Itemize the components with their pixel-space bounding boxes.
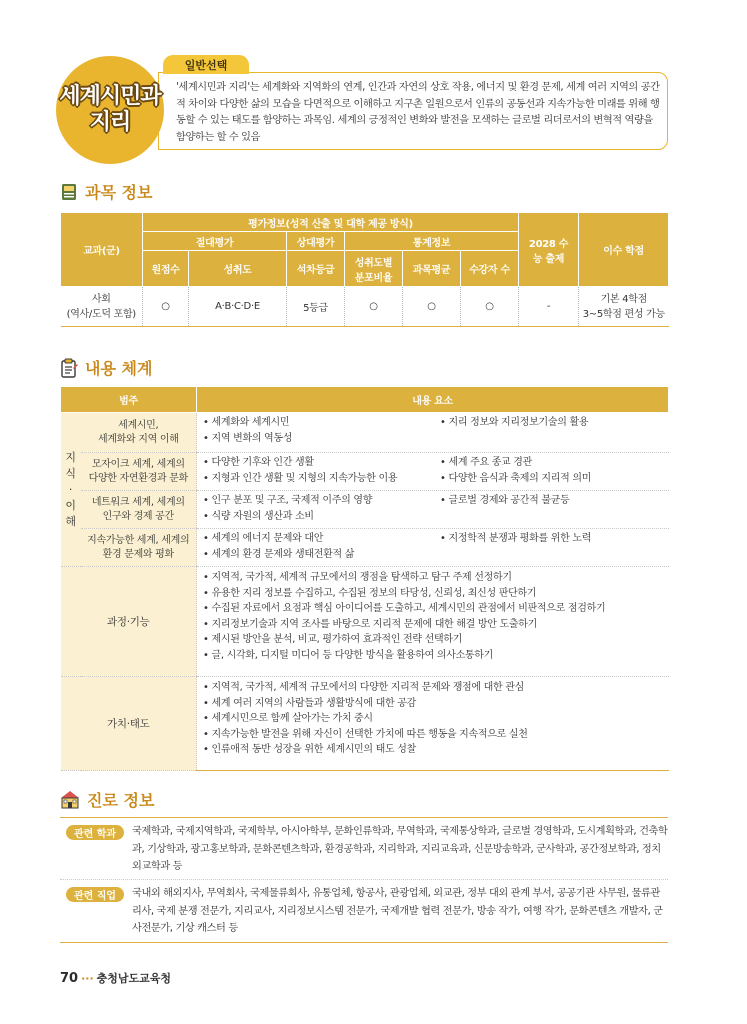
category-name: 세계시민, 세계화와 지역 이해 (81, 413, 197, 453)
list-item: • 지리 정보와 지리정보기술의 활용 (440, 416, 670, 430)
col-absolute: 절대평가 (143, 232, 287, 251)
table-row (61, 677, 669, 771)
related-jobs-badge: 관련 직업 (66, 887, 124, 902)
cell-achievement: A·B·C·D·E (189, 287, 287, 327)
book-icon (60, 183, 78, 201)
list-item: • 제시된 방안을 분석, 비교, 평가하여 효과적인 전략 선택하기 (203, 632, 663, 648)
list-item: • 유용한 지리 정보를 수집하고, 수집된 정보의 타당성, 신뢰성, 최신성 판단하기 (203, 586, 663, 602)
subject-title-circle (56, 56, 164, 164)
col-raw-score: 원점수 (143, 251, 189, 287)
col-num-students: 수강자 수 (461, 251, 519, 287)
table-row (61, 567, 669, 677)
content-elements (197, 453, 669, 491)
list-item: • 다양한 기후와 인간 생활 (203, 456, 440, 470)
knowledge-understanding-label: 지 식 · 이 해 (61, 413, 81, 567)
col-stats: 통계정보 (345, 232, 519, 251)
cell-raw-score: ○ (143, 287, 189, 327)
subject-title-line2: 지리 (89, 110, 131, 135)
list-item: • 글, 시각화, 디지털 미디어 등 다양한 방식을 활용하여 의사소통하기 (203, 648, 663, 664)
cell-subject-group: 사회 (역사/도덕 포함) (61, 287, 143, 327)
career-bottom-divider (60, 942, 668, 943)
table-row (61, 453, 669, 491)
related-jobs-text: 국내외 해외지사, 무역회사, 국제물류회사, 유통업체, 항공사, 관광업체, 외교관, 정부 대외 관계 부서, 공공기관 사무원, 물류관리사, 국제 분쟁 전문가, 지리교사, 지리정보시스템 전문가, 국제개발 협력 전문가, 방송 작가, 여행 작가, 문화콘텐츠 개발자, 군사전문가, 기상 캐스터 등 (132, 888, 663, 934)
category-name: 네트워크 세계, 세계의 인구와 경제 공간 (81, 491, 197, 529)
list-item: • 지역적, 국가적, 세계적 규모에서의 다양한 지리적 문제와 쟁점에 대한 관심 (203, 680, 663, 696)
subject-info-title: 과목 정보 (85, 183, 153, 202)
list-item: • 세계의 에너지 문제와 대안 (203, 532, 440, 546)
cell-subject-avg: ○ (403, 287, 461, 327)
col-eval-info: 평가정보(성적 산출 및 대학 제공 방식) (143, 213, 519, 232)
col-content-elements: 내용 요소 (197, 387, 669, 413)
col-rank-grade: 석차등급 (287, 251, 345, 287)
related-majors-row (60, 823, 668, 876)
list-item: • 세계 여러 지역의 사람들과 생활방식에 대한 공감 (203, 696, 663, 712)
category-name: 모자이크 세계, 세계의 다양한 자연환경과 문화 (81, 453, 197, 491)
list-item: • 지속가능한 발전을 위해 자신이 선택한 가치에 따른 행동을 지속적으로 실천 (203, 727, 663, 743)
subject-description: '세계시민과 지리'는 세계화와 지역화의 연계, 인간과 자연의 상호 작용, 에너지 및 환경 문제, 세계 여러 지역의 공간적 차이와 다양한 삶의 모습을 다면적으로 이해하고 지구촌 일원으로서 인류의 공동선과 지속가능한 미래를 위해 행동할 수 있는 태도를 함양하는 과목임. 세계의 긍정적인 변화와 발전을 모색하는 글로벌 리더로서의 변혁적 역량을 함양하는 할 수 있음 (176, 82, 660, 143)
publisher-name: 충청남도교육청 (96, 972, 172, 985)
career-info-title: 진로 정보 (87, 791, 155, 810)
col-subject-group: 교과(군) (61, 213, 143, 287)
list-item: • 글로벌 경제와 공간적 불균등 (440, 494, 670, 508)
content-system-table (60, 386, 669, 771)
table-row (61, 287, 669, 327)
career-mid-divider (60, 879, 668, 880)
table-row (61, 491, 669, 529)
col-suneung: 2028 수능 출제 (519, 213, 579, 287)
related-majors-badge: 관련 학과 (66, 825, 124, 840)
col-credits: 이수 학점 (579, 213, 669, 287)
list-item: • 세계의 환경 문제와 생태전환적 삶 (203, 548, 440, 562)
col-category: 범주 (61, 387, 197, 413)
content-system-title: 내용 체계 (85, 359, 153, 378)
cell-rank-grade: 5등급 (287, 287, 345, 327)
list-item: • 식량 자원의 생산과 소비 (203, 510, 440, 524)
list-item: • 세계시민으로 함께 살아가는 가치 중시 (203, 711, 663, 727)
cell-achievement-ratio: ○ (345, 287, 403, 327)
career-top-divider (60, 817, 668, 818)
category-name: 지속가능한 세계, 세계의 환경 문제와 평화 (81, 529, 197, 567)
footer-dots: ··· (81, 971, 94, 985)
list-item: • 다양한 음식과 축제의 지리적 의미 (440, 472, 670, 486)
clipboard-icon (60, 358, 78, 378)
list-item: • 수집된 자료에서 요점과 핵심 아이디어를 도출하고, 세계시민의 관점에서 비판적으로 점검하기 (203, 601, 663, 617)
content-elements (197, 491, 669, 529)
subject-info-table (60, 212, 669, 327)
career-info-heading (60, 788, 154, 811)
list-item: • 인구 분포 및 구조, 국제적 이주의 영향 (203, 494, 440, 508)
table-row (61, 529, 669, 567)
col-achievement-ratio: 성취도별 분포비율 (345, 251, 403, 287)
col-relative: 상대평가 (287, 232, 345, 251)
list-item: • 지형과 인간 생활 및 지형의 지속가능한 이용 (203, 472, 440, 486)
list-item: • 인류애적 동반 성장을 위한 세계시민의 태도 성찰 (203, 742, 663, 758)
subject-info-heading (60, 180, 152, 203)
col-achievement: 성취도 (189, 251, 287, 287)
col-subject-avg: 과목평균 (403, 251, 461, 287)
list-item: • 세계 주요 종교 경관 (440, 456, 670, 470)
cell-suneung: - (519, 287, 579, 327)
page-footer (60, 970, 171, 986)
process-skills-label: 과정·기능 (61, 567, 197, 677)
list-item: • 지역 변화의 역동성 (203, 432, 440, 446)
list-item: • 지리정보기술과 지역 조사를 바탕으로 지리적 문제에 대한 해결 방안 도출하기 (203, 617, 663, 633)
subject-title (59, 84, 160, 136)
related-jobs-row (60, 885, 668, 938)
related-majors-text: 국제학과, 국제지역학과, 국제학부, 아시아학부, 문화인류학과, 무역학과, 국제통상학과, 글로벌 경영학과, 도시계획학과, 건축학과, 기상학과, 광고홍보학과, 문화콘텐츠학과, 환경공학과, 지리학과, 지리교육과, 신문방송학과, 군사학과, 공간정보학과, 정치외교학과 등 (132, 826, 668, 872)
cell-credits: 기본 4학점 3~5학점 편성 가능 (579, 287, 669, 327)
content-elements (197, 529, 669, 567)
subject-title-line1: 세계시민과 (59, 84, 161, 109)
page-number: 70 (60, 970, 79, 986)
values-attitudes-label: 가치·태도 (61, 677, 197, 771)
elective-tag: 일반선택 (163, 55, 249, 74)
values-attitudes-elements (197, 677, 669, 771)
list-item: • 세계화와 세계시민 (203, 416, 440, 430)
table-row (61, 413, 669, 453)
list-item: • 지정학적 분쟁과 평화를 위한 노력 (440, 532, 670, 546)
list-item: • 지역적, 국가적, 세계적 규모에서의 쟁점을 탐색하고 탐구 주제 선정하기 (203, 570, 663, 586)
content-elements (197, 413, 669, 453)
content-system-heading (60, 356, 152, 379)
cell-num-students: ○ (461, 287, 519, 327)
process-skills-elements (197, 567, 669, 677)
school-icon (60, 790, 80, 810)
